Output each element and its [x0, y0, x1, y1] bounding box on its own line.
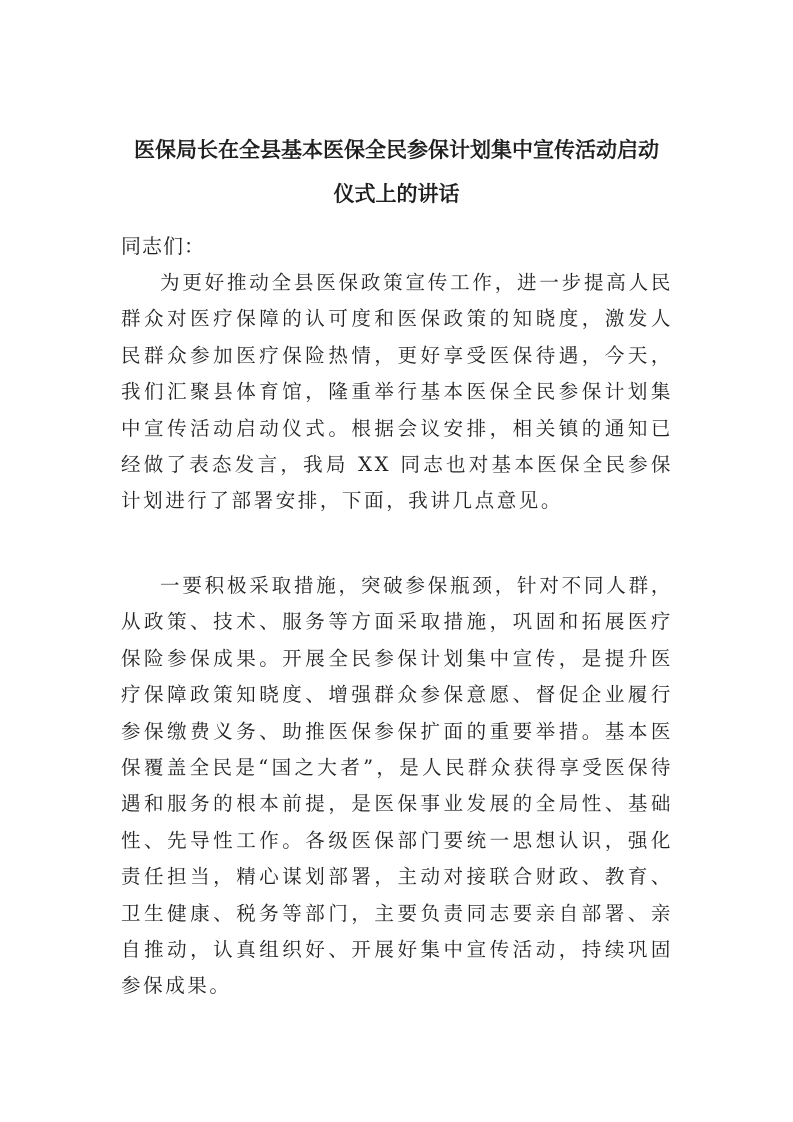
salutation: 同志们：	[121, 234, 205, 258]
body-paragraph-1: 为更好推动全县医保政策宣传工作，进一步提高人民群众对医疗保障的认可度和医保政策的知晓度，激发人民群众参加医疗保险热情，更好享受医保待遇，今天，我们汇聚县体育馆，隆重举行基本医保全民参保计划集中宣传活动启动仪式。根据会议安排，相关镇的通知已经做了表态发言，我局 XX 同志也对基本医保全民参保计划进行了部署安排，下面，我讲几点意见。	[121, 271, 673, 513]
body-paragraph-2: 一要积极采取措施，突破参保瓶颈，针对不同人群，从政策、技术、服务等方面采取措施，巩固和拓展医疗保险参保成果。开展全民参保计划集中宣传，是提升医疗保障政策知晓度、增强群众参保意愿、督促企业履行参保缴费义务、助推医保参保扩面的重要举措。基本医保覆盖全民是“国之大者”，是人民群众获得享受医保待遇和服务的根本前提，是医保事业发展的全局性、基础性、先导性工作。各级医保部门要统一思想认识，强化责任担当，精心谋划部署，主动对接联合财政、教育、卫生健康、税务等部门，主要负责同志要亲自部署、亲自推动，认真组织好、开展好集中宣传活动，持续巩固参保成果。	[121, 574, 673, 998]
document-title-line-2: 仪式上的讲话	[333, 182, 460, 206]
document-title-line-1: 医保局长在全县基本医保全民参保计划集中宣传活动启动	[134, 138, 659, 162]
